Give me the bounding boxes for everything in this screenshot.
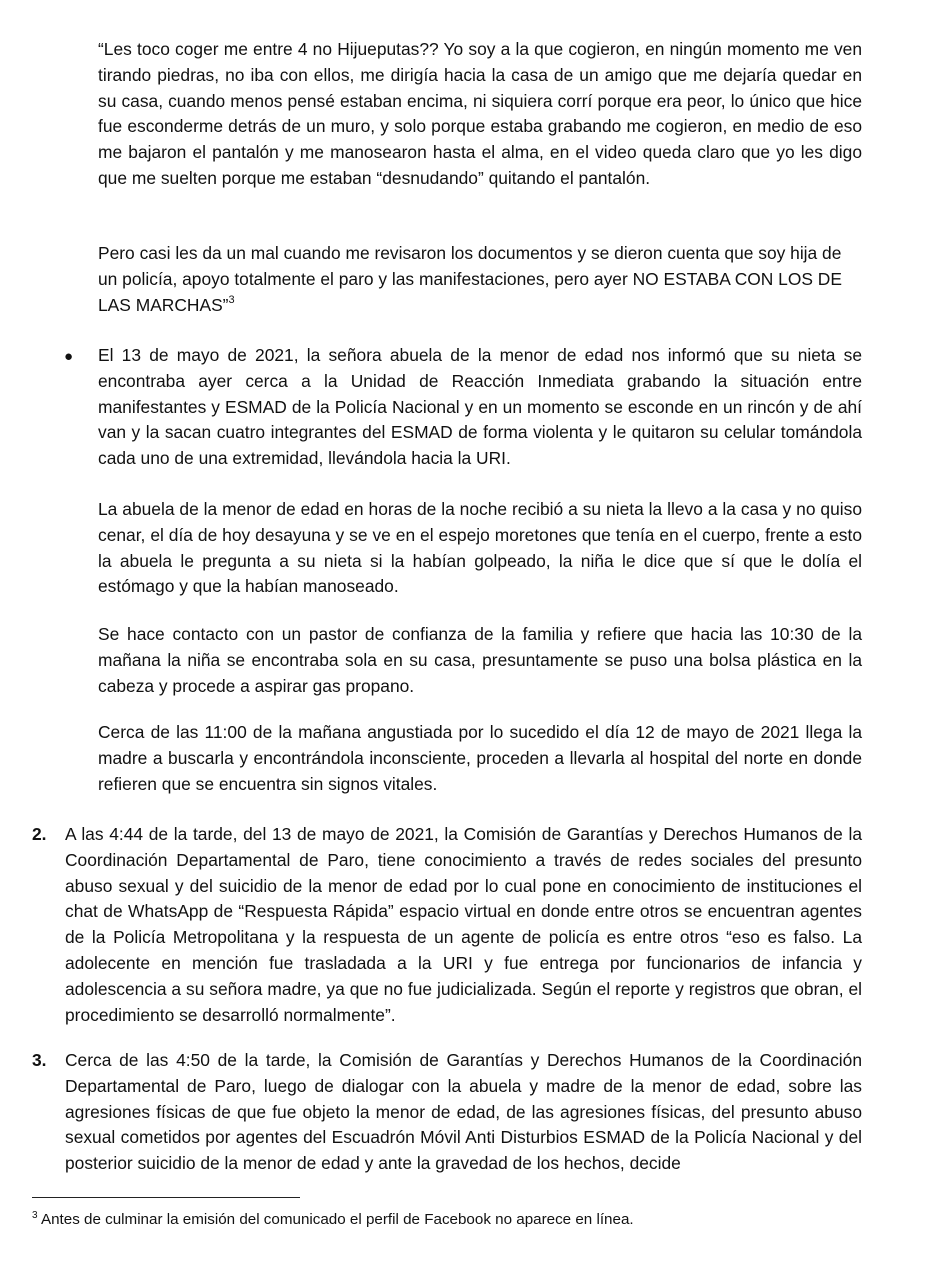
bullet-paragraph-1: El 13 de mayo de 2021, la señora abuela de la menor de edad nos informó que su nieta se encontraba ayer cerca a la Unidad de Reacción Inmediata grabando la situación entre manifestantes y ESMAD de la Policía Nacional y en un momento se esconde en un rincón y de ahí van y la sacan cuatro integrantes del ESMAD de forma violenta y le quitaron su celular tomándola cada uno de una extremidad, llevándola hacia la URI.: [98, 345, 862, 469]
bullet-icon: ●: [64, 348, 74, 365]
list-number-3: 3.: [32, 1050, 47, 1070]
footnote: [32, 1210, 892, 1230]
footnote-divider: [32, 1197, 300, 1198]
numbered-item-2: A las 4:44 de la tarde, del 13 de mayo de 2021, la Comisión de Garantías y Derechos Humanos de la Coordinación Departamental de Paro, tiene conocimiento a través de redes sociales del presunto abuso sexual y del suicidio de la menor de edad por lo cual pone en conocimiento de instituciones el chat de WhatsApp de “Respuesta Rápida” espacio virtual en donde entre otros se encuentran agentes de la Policía Metropolitana y la respuesta de un agente de policía es entre otros “eso es falso. La adolecente en mención fue trasladada a la URI y fue entrega por funcionarios de infancia y adolescencia a su señora madre, ya que no fue judicializada. Según el reporte y registros que obran, el procedimiento se desarrolló normalmente”.: [65, 824, 862, 1025]
footnote-number: 3: [32, 1209, 38, 1221]
list-number-2: 2.: [32, 824, 47, 844]
footnote-reference: 3: [228, 293, 235, 306]
bullet-paragraph-4: Cerca de las 11:00 de la mañana angustiada por lo sucedido el día 12 de mayo de 2021 llega la madre a buscarla y encontrándola inconsciente, proceden a llevarla al hospital del norte en donde refieren que se encuentra sin signos vitales.: [98, 722, 862, 794]
bullet-paragraph-2: La abuela de la menor de edad en horas de la noche recibió a su nieta la llevo a la casa y no quiso cenar, el día de hoy desayuna y se ve en el espejo moretones que tenía en el cuerpo, frente a esto la abuela le pregunta a su nieta si la habían golpeado, la niña le dice que sí que le dolía el estómago y que la habían manoseado.: [98, 499, 862, 597]
numbered-item-3: Cerca de las 4:50 de la tarde, la Comisión de Garantías y Derechos Humanos de la Coordinación Departamental de Paro, luego de dialogar con la abuela y madre de la menor de edad, sobre las agresiones físicas de que fue objeto la menor de edad, de las agresiones físicas, del presunto abuso sexual cometidos por agentes del Escuadrón Móvil Anti Disturbios ESMAD de la Policía Nacional y del posterior suicidio de la menor de edad y ante la gravedad de los hechos, decide: [65, 1050, 862, 1174]
bullet-paragraph-3: Se hace contacto con un pastor de confianza de la familia y refiere que hacia las 10:30 de la mañana la niña se encontraba sola en su casa, presuntamente se puso una bolsa plástica en la cabeza y procede a aspirar gas propano.: [98, 624, 862, 696]
quote-paragraph-1: “Les toco coger me entre 4 no Hijueputas?? Yo soy a la que cogieron, en ningún momento me ven tirando piedras, no iba con ellos, me dirigía hacia la casa de un amigo que me dejaría quedar en su casa, cuando menos pensé estaban encima, ni siquiera corrí porque era peor, lo único que hice fue esconderme detrás de un muro, y solo porque estaba grabando me cogieron, en medio de eso me bajaron el pantalón y me manosearon hasta el alma, en el video queda claro que yo les digo que me suelten porque me estaban “desnudando” quitando el pantalón.: [98, 39, 862, 188]
footnote-text: Antes de culminar la emisión del comunicado el perfil de Facebook no aparece en línea.: [40, 1211, 634, 1228]
quote-paragraph-2: Pero casi les da un mal cuando me revisaron los documentos y se dieron cuenta que soy hija de un policía, apoyo totalmente el paro y las manifestaciones, pero ayer NO ESTABA CON LOS DE LAS MARCHAS”$^3$: [98, 243, 842, 315]
